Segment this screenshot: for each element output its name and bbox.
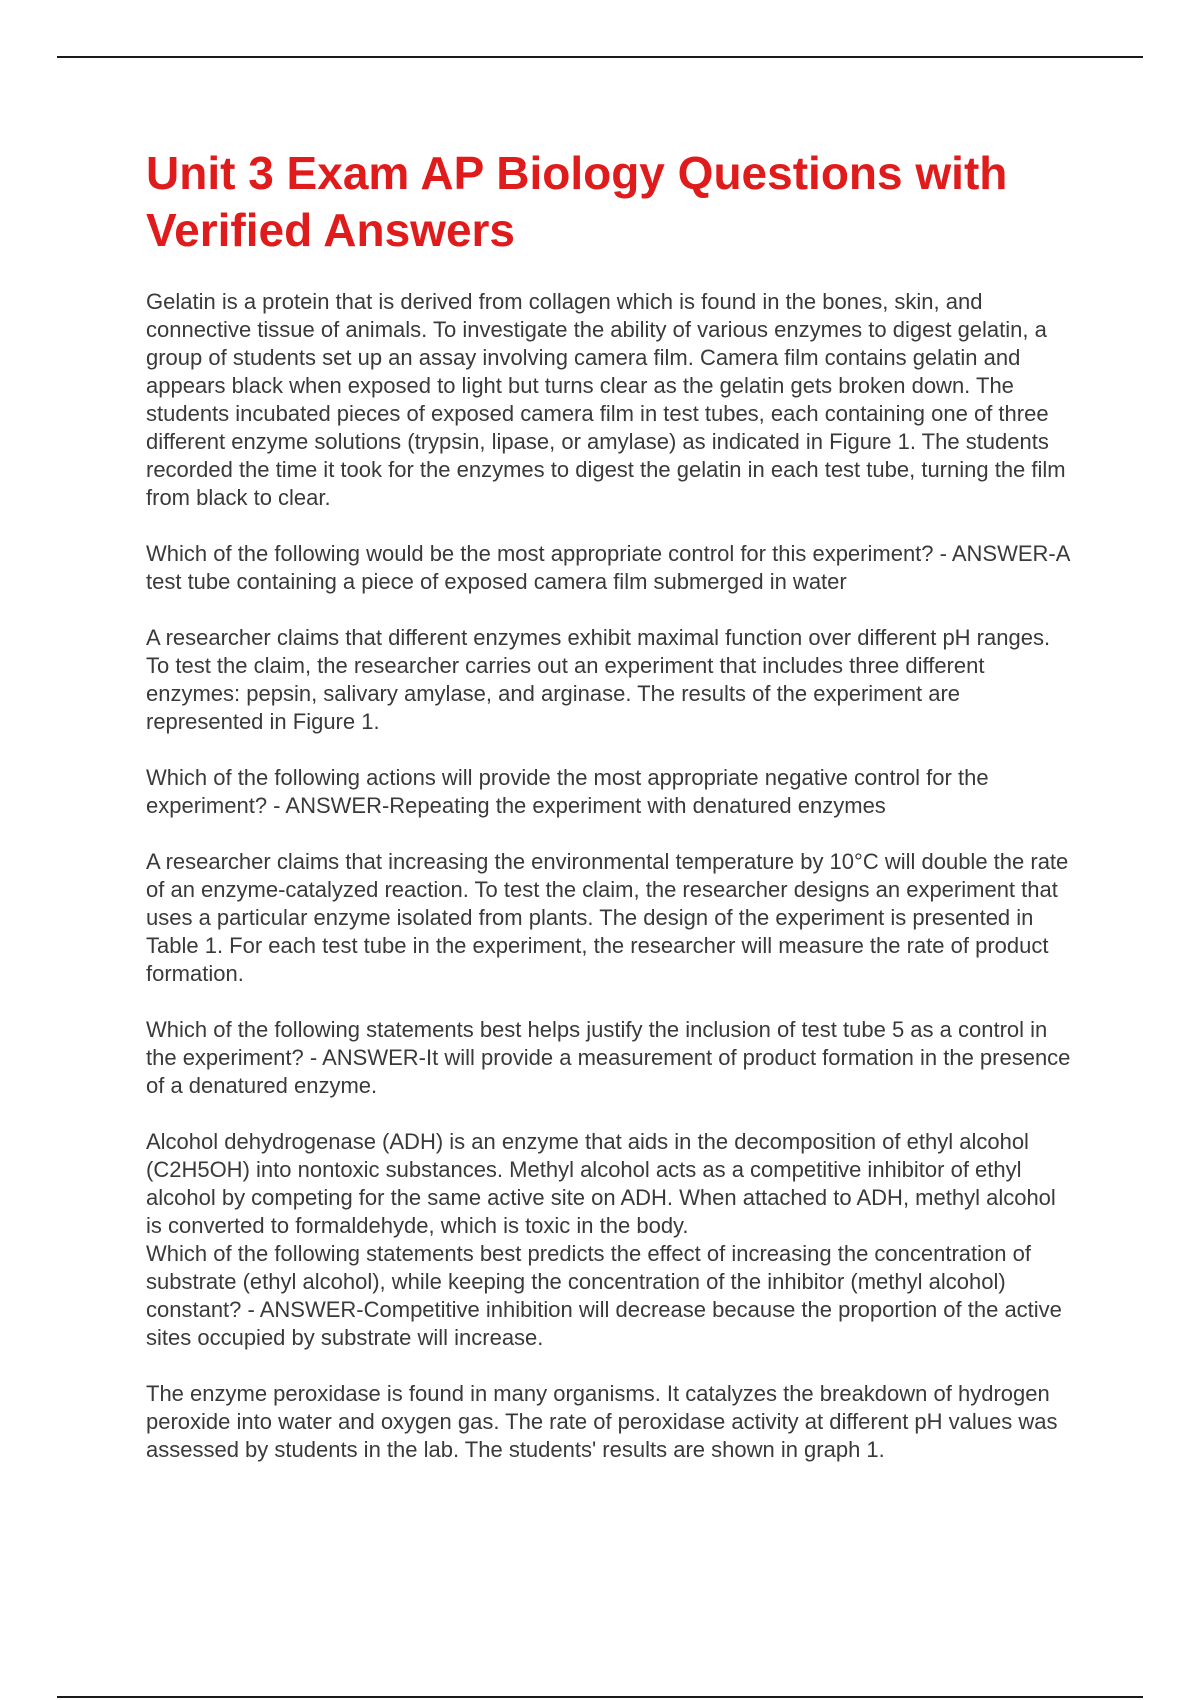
paragraph-negative-control-question: Which of the following actions will provide the most appropriate negative control for the experiment? - ANSWER-Repeating the experiment with denatured enzymes bbox=[146, 765, 989, 818]
paragraph-control-question: Which of the following would be the most appropriate control for this experiment? - ANSWER-A test tube containing a piece of exposed camera film submerged in water bbox=[146, 541, 1070, 594]
paragraph-ph-claim: A researcher claims that different enzymes exhibit maximal function over different pH ranges. To test the claim, the researcher carries out an experiment that includes three different enzymes: pepsin, salivary amylase, and arginase. The results of the experiment are represented in Figure 1. bbox=[146, 625, 1051, 734]
paragraph-inhibition-question: Which of the following statements best predicts the effect of increasing the concentration of substrate (ethyl alcohol), while keeping the concentration of the inhibitor (methyl alcohol) constant? - ANSWER-Competitive inhibition will decrease because the proportion of the active sites occupied by substrate will increase. bbox=[146, 1241, 1062, 1350]
paragraph-test-tube-question: Which of the following statements best helps justify the inclusion of test tube 5 as a control in the experiment? - ANSWER-It will provide a measurement of product formation in the presence of a denatured enzyme. bbox=[146, 1017, 1071, 1098]
document-body bbox=[146, 145, 1076, 1492]
document-title: Unit 3 Exam AP Biology Questions with Verified Answers bbox=[146, 147, 1008, 256]
top-divider bbox=[57, 56, 1143, 58]
paragraph-gelatin-intro: Gelatin is a protein that is derived from collagen which is found in the bones, skin, and connective tissue of animals. To investigate the ability of various enzymes to digest gelatin, a group of students set up an assay involving camera film. Camera film contains gelatin and appears black when exposed to light but turns clear as the gelatin gets broken down. The students incubated pieces of exposed camera film in test tubes, each containing one of three different enzyme solutions (trypsin, lipase, or amylase) as indicated in Figure 1. The students recorded the time it took for the enzymes to digest the gelatin in each test tube, turning the film from black to clear. bbox=[146, 289, 1066, 510]
paragraph-temperature-claim: A researcher claims that increasing the environmental temperature by 10°C will double the rate of an enzyme-catalyzed reaction. To test the claim, the researcher designs an experiment that uses a particular enzyme isolated from plants. The design of the experiment is presented in Table 1. For each test tube in the experiment, the researcher will measure the rate of product formation. bbox=[146, 849, 1069, 986]
paragraph-peroxidase-intro: The enzyme peroxidase is found in many organisms. It catalyzes the breakdown of hydrogen peroxide into water and oxygen gas. The rate of peroxidase activity at different pH values was assessed by students in the lab. The students' results are shown in graph 1. bbox=[146, 1381, 1058, 1462]
paragraph-adh-intro: Alcohol dehydrogenase (ADH) is an enzyme that aids in the decomposition of ethyl alcohol (C2H5OH) into nontoxic substances. Methyl alcohol acts as a competitive inhibitor of ethyl alcohol by competing for the same active site on ADH. When attached to ADH, methyl alcohol is converted to formaldehyde, which is toxic in the body. bbox=[146, 1129, 1056, 1238]
bottom-divider bbox=[57, 1696, 1143, 1698]
